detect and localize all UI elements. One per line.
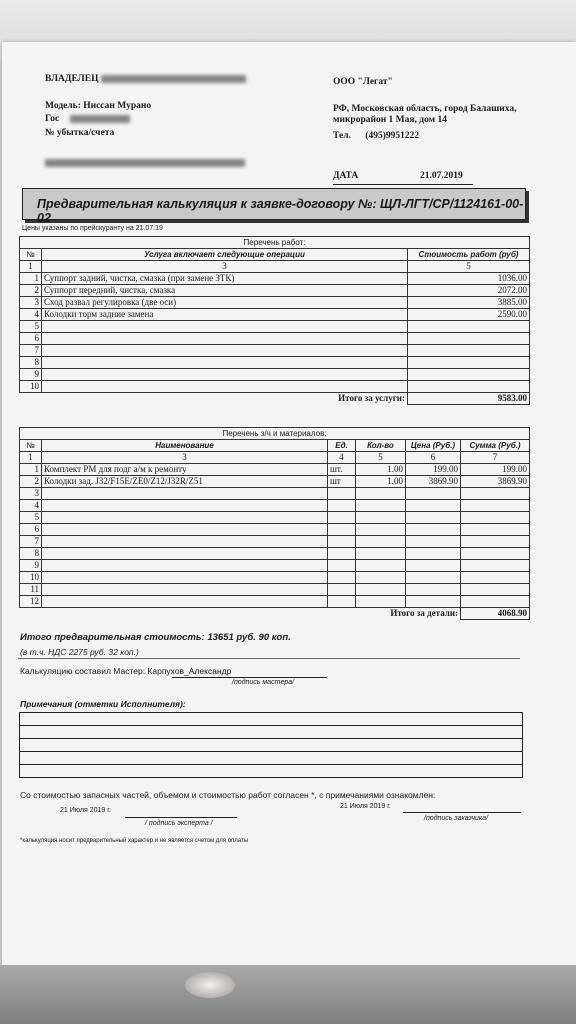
parts-col-name: Наименование bbox=[42, 440, 328, 452]
sign-left-line bbox=[125, 817, 237, 818]
parts-col-price: Цена (Руб.) bbox=[406, 440, 461, 452]
table-row bbox=[20, 297, 530, 309]
model-field: Модель: Ниссан Мурано bbox=[45, 101, 152, 111]
table-row bbox=[20, 476, 530, 488]
row-unit: шт. bbox=[328, 464, 356, 476]
redacted-owner bbox=[101, 75, 246, 83]
row-no: 12 bbox=[20, 596, 42, 608]
row-no: 5 bbox=[20, 512, 42, 524]
row-unit bbox=[328, 584, 356, 596]
row-cost: 1036.00 bbox=[408, 273, 530, 285]
table-row bbox=[20, 357, 530, 369]
notes-box bbox=[19, 712, 523, 778]
row-no: 7 bbox=[20, 345, 42, 357]
works-col-cost: Стоимость работ (руб) bbox=[408, 249, 530, 261]
phone-label: Тел. bbox=[333, 131, 351, 141]
row-qty: 1.00 bbox=[356, 464, 406, 476]
row-service: Суппорт передний, чистка, смазка bbox=[42, 285, 408, 297]
table-row bbox=[20, 572, 530, 584]
vat-text: (в т.ч. НДС 2275 руб. 32 коп.) bbox=[20, 647, 139, 657]
summary-divider bbox=[18, 658, 520, 659]
row-sum bbox=[461, 512, 530, 524]
parts-col-no: № bbox=[20, 440, 42, 452]
table-row bbox=[20, 488, 530, 500]
parts-col-sum: Сумма (Руб.) bbox=[461, 440, 530, 452]
row-price bbox=[406, 488, 461, 500]
row-unit bbox=[328, 596, 356, 608]
row-no: 3 bbox=[20, 297, 42, 309]
row-qty bbox=[356, 584, 406, 596]
parts-idx: 3 bbox=[42, 452, 328, 464]
row-no: 8 bbox=[20, 357, 42, 369]
row-no: 3 bbox=[20, 488, 42, 500]
row-service bbox=[42, 321, 408, 333]
row-no: 6 bbox=[20, 524, 42, 536]
redacted-plate bbox=[70, 115, 130, 123]
parts-idx: 4 bbox=[328, 452, 356, 464]
row-unit bbox=[328, 524, 356, 536]
row-cost bbox=[408, 345, 530, 357]
row-sum bbox=[461, 500, 530, 512]
notes-line bbox=[20, 751, 522, 752]
row-qty bbox=[356, 572, 406, 584]
works-col-service: Услуга включает следующие операции bbox=[42, 249, 408, 261]
sign-left-caption: / подпись эксперта / bbox=[145, 820, 213, 827]
parts-idx: 6 bbox=[406, 452, 461, 464]
row-qty bbox=[356, 500, 406, 512]
row-name bbox=[42, 584, 328, 596]
parts-idx: 7 bbox=[461, 452, 530, 464]
master-text: Калькуляцию составил Мастер: Карпухов_Александр bbox=[20, 666, 232, 676]
sign-left-date: 21 Июля 2019 г. bbox=[60, 807, 111, 814]
row-service bbox=[42, 333, 408, 345]
row-cost: 3885.00 bbox=[408, 297, 530, 309]
row-sum bbox=[461, 548, 530, 560]
redacted-line bbox=[45, 154, 245, 172]
row-service: Суппорт задний, чистка, смазка (при замене ЗТК) bbox=[42, 273, 408, 285]
sign-right-date: 21 Июля 2019 г. bbox=[340, 803, 391, 810]
table-row bbox=[20, 560, 530, 572]
row-qty bbox=[356, 536, 406, 548]
row-no: 10 bbox=[20, 572, 42, 584]
row-sum: 3869.90 bbox=[461, 476, 530, 488]
row-price bbox=[406, 512, 461, 524]
row-unit bbox=[328, 536, 356, 548]
parts-table bbox=[19, 427, 530, 620]
works-total-label: Итого за услуги: bbox=[338, 393, 405, 404]
notes-line bbox=[20, 725, 522, 726]
row-qty bbox=[356, 488, 406, 500]
document-title: Предварительная калькуляция к заявке-договору №: ЩЛ-ЛГТ/СР/1124161-00-02 bbox=[37, 197, 524, 225]
table-row bbox=[20, 309, 530, 321]
footnote: *калькуляция носит предварительный характер и не является счетом для оплаты bbox=[20, 838, 249, 844]
row-service bbox=[42, 369, 408, 381]
row-name bbox=[42, 572, 328, 584]
row-sum bbox=[461, 524, 530, 536]
table-row bbox=[20, 273, 530, 285]
row-price bbox=[406, 596, 461, 608]
row-no: 2 bbox=[20, 476, 42, 488]
row-no: 4 bbox=[20, 309, 42, 321]
company-name: ООО "Легат" bbox=[333, 77, 393, 87]
row-unit bbox=[328, 488, 356, 500]
row-qty bbox=[356, 548, 406, 560]
table-row bbox=[20, 596, 530, 608]
agreement-text: Со стоимостью запасных частей, объемом и стоимостью работ согласен *, с примечаниями ознакомлен: bbox=[20, 790, 436, 800]
row-cost bbox=[408, 369, 530, 381]
row-no: 4 bbox=[20, 500, 42, 512]
row-unit bbox=[328, 500, 356, 512]
row-unit bbox=[328, 572, 356, 584]
row-service bbox=[42, 345, 408, 357]
phone-field bbox=[333, 131, 419, 141]
row-name bbox=[42, 524, 328, 536]
parts-idx: 1 bbox=[20, 452, 42, 464]
row-sum: 199.00 bbox=[461, 464, 530, 476]
row-unit: шт bbox=[328, 476, 356, 488]
row-qty bbox=[356, 596, 406, 608]
row-sum bbox=[461, 596, 530, 608]
parts-col-qty: Кол-во bbox=[356, 440, 406, 452]
row-no: 2 bbox=[20, 285, 42, 297]
master-sign-line bbox=[172, 677, 327, 678]
row-price bbox=[406, 536, 461, 548]
parts-caption: Перечень з/ч и материалов: bbox=[20, 428, 530, 440]
table-row bbox=[20, 345, 530, 357]
row-cost bbox=[408, 357, 530, 369]
table-row bbox=[20, 381, 530, 393]
works-total: 9583.00 bbox=[408, 393, 530, 405]
table-row bbox=[20, 333, 530, 345]
works-caption: Перечень работ: bbox=[20, 237, 530, 249]
row-qty bbox=[356, 524, 406, 536]
works-table bbox=[19, 236, 530, 405]
table-row bbox=[20, 512, 530, 524]
date-value: 21.07.2019 bbox=[420, 171, 463, 181]
address-line-2: микрорайон 1 Мая, дом 14 bbox=[333, 115, 448, 125]
row-name bbox=[42, 548, 328, 560]
row-unit bbox=[328, 560, 356, 572]
table-row bbox=[20, 524, 530, 536]
grand-total: Итого предварительная стоимость: 13651 руб. 90 коп. bbox=[20, 632, 291, 643]
row-sum bbox=[461, 572, 530, 584]
row-name bbox=[42, 488, 328, 500]
row-service: Колодки торм задние замена bbox=[42, 309, 408, 321]
loss-number-label: № убытка/счета bbox=[45, 128, 115, 138]
table-row bbox=[20, 369, 530, 381]
row-no: 10 bbox=[20, 381, 42, 393]
row-price: 199.00 bbox=[406, 464, 461, 476]
gos-field bbox=[45, 114, 130, 124]
phone-number: (495)9951222 bbox=[365, 131, 420, 141]
row-service bbox=[42, 357, 408, 369]
master-sign-caption: /подпись мастера/ bbox=[232, 679, 295, 686]
gos-label: Гос bbox=[45, 114, 60, 124]
row-qty bbox=[356, 560, 406, 572]
row-name bbox=[42, 596, 328, 608]
works-idx: 1 bbox=[20, 261, 42, 273]
sign-right-line bbox=[403, 812, 521, 813]
row-name bbox=[42, 560, 328, 572]
row-name bbox=[42, 500, 328, 512]
row-price bbox=[406, 548, 461, 560]
row-no: 9 bbox=[20, 369, 42, 381]
table-row bbox=[20, 285, 530, 297]
notes-line bbox=[20, 738, 522, 739]
row-cost: 2072.00 bbox=[408, 285, 530, 297]
row-sum bbox=[461, 488, 530, 500]
parts-idx: 5 bbox=[356, 452, 406, 464]
works-idx: 5 bbox=[408, 261, 530, 273]
table-row bbox=[20, 548, 530, 560]
row-price bbox=[406, 572, 461, 584]
row-cost bbox=[408, 321, 530, 333]
background-bottom bbox=[0, 965, 576, 1024]
row-cost bbox=[408, 333, 530, 345]
row-price bbox=[406, 560, 461, 572]
row-no: 7 bbox=[20, 536, 42, 548]
table-row bbox=[20, 536, 530, 548]
row-sum bbox=[461, 560, 530, 572]
row-name bbox=[42, 512, 328, 524]
address-line-1: РФ, Московская область, город Балашиха, bbox=[333, 104, 517, 114]
row-unit bbox=[328, 512, 356, 524]
notes-line bbox=[20, 764, 522, 765]
row-service bbox=[42, 381, 408, 393]
table-row bbox=[20, 464, 530, 476]
row-no: 6 bbox=[20, 333, 42, 345]
parts-total-label: Итого за детали: bbox=[390, 608, 458, 619]
row-service: Сход развал регулировка (две оси) bbox=[42, 297, 408, 309]
works-col-no: № bbox=[20, 249, 42, 261]
owner-field bbox=[45, 74, 246, 84]
row-unit bbox=[328, 548, 356, 560]
row-qty: 1.00 bbox=[356, 476, 406, 488]
row-name bbox=[42, 536, 328, 548]
date-underline bbox=[333, 184, 473, 185]
row-name: Комплект РМ для подг а/м к ремонту bbox=[42, 464, 328, 476]
row-no: 8 bbox=[20, 548, 42, 560]
row-no: 1 bbox=[20, 273, 42, 285]
works-idx: 3 bbox=[42, 261, 408, 273]
table-row bbox=[20, 321, 530, 333]
row-name: Колодки зад. J32/F15E/ZE0/Z12/J32R/Z51 bbox=[42, 476, 328, 488]
row-no: 9 bbox=[20, 560, 42, 572]
date-label: ДАТА bbox=[333, 171, 359, 181]
row-price bbox=[406, 500, 461, 512]
notes-label: Примечания (отметки Исполнителя): bbox=[20, 699, 186, 709]
light-reflection bbox=[185, 972, 235, 998]
title-box bbox=[22, 188, 526, 225]
row-cost: 2590.00 bbox=[408, 309, 530, 321]
sign-right-caption: /подпись заказчика/ bbox=[424, 815, 489, 822]
table-row bbox=[20, 584, 530, 596]
row-sum bbox=[461, 584, 530, 596]
parts-col-unit: Ед. bbox=[328, 440, 356, 452]
row-no: 1 bbox=[20, 464, 42, 476]
row-no: 11 bbox=[20, 584, 42, 596]
row-price bbox=[406, 584, 461, 596]
row-price bbox=[406, 524, 461, 536]
price-note: Цены указаны по прейскуранту на 21.07.19 bbox=[22, 225, 163, 232]
row-no: 5 bbox=[20, 321, 42, 333]
row-cost bbox=[408, 381, 530, 393]
table-row bbox=[20, 500, 530, 512]
row-price: 3869.90 bbox=[406, 476, 461, 488]
owner-label: ВЛАДЕЛЕЦ bbox=[45, 74, 99, 84]
parts-total: 4068.90 bbox=[461, 608, 530, 620]
row-qty bbox=[356, 512, 406, 524]
row-sum bbox=[461, 536, 530, 548]
